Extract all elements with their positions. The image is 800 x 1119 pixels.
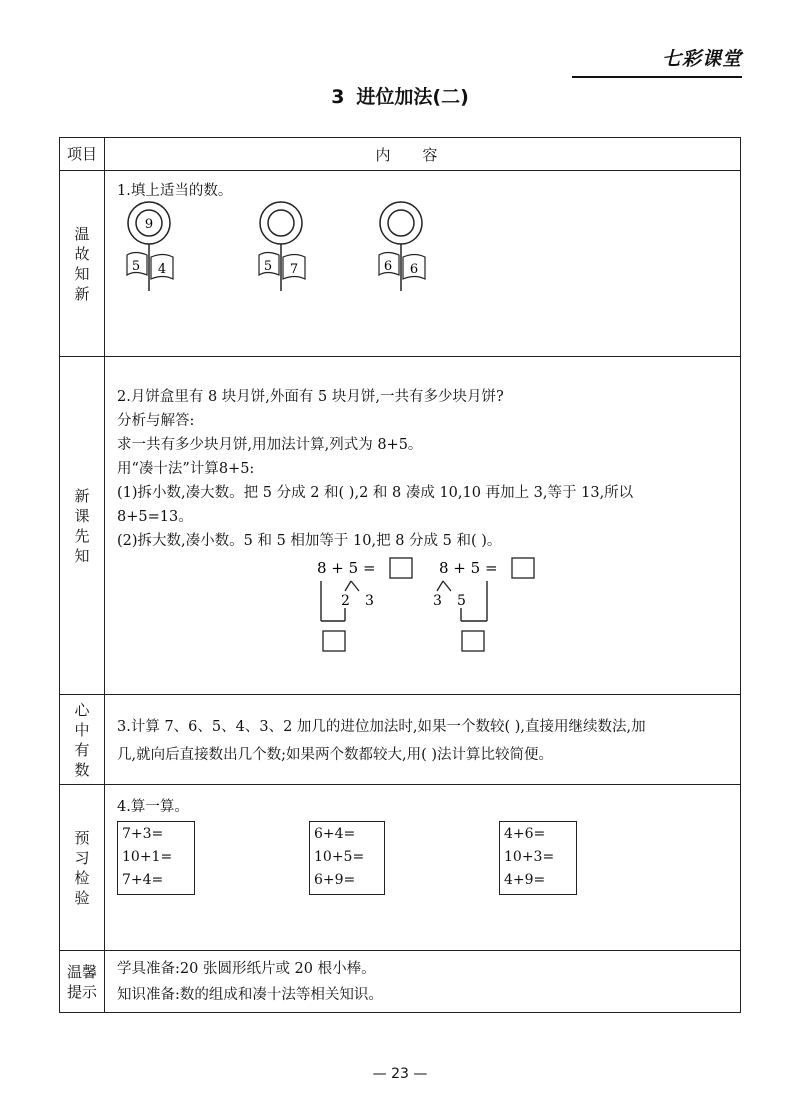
- pin-right-number: 4: [157, 262, 167, 277]
- calc-group-2: [309, 821, 385, 895]
- analysis-line-3: (1)拆小数,凑大数。把 5 分成 2 和( ),2 和 8 凑成 10,10 再加上 3,等于 13,所以: [117, 485, 634, 501]
- pin-top-number: 9: [144, 217, 154, 232]
- section-key-points: [105, 695, 741, 785]
- pin-ring: [260, 202, 302, 244]
- calc-item: 10+3=: [504, 849, 555, 865]
- section2-label-text: 新课先知: [74, 486, 90, 565]
- split-line-left: [437, 581, 443, 591]
- pin-diagram-1: [127, 202, 173, 291]
- brand-logo: 七彩课堂: [661, 48, 742, 70]
- tip-line-2: 知识准备:数的组成和凑十法等相关知识。: [117, 987, 383, 1003]
- calc-item: 6+4=: [314, 826, 356, 842]
- section3-label-text: 心中有数: [74, 700, 90, 779]
- analysis-line-4: 8+5=13。: [117, 509, 193, 525]
- page-title: [0, 82, 800, 109]
- answer-box[interactable]: [462, 631, 484, 651]
- analysis-line-1: 求一共有多少块月饼,用加法计算,列式为 8+5。: [117, 437, 423, 453]
- worksheet-table: [59, 137, 741, 1013]
- lesson-title: 进位加法(二): [356, 86, 469, 108]
- calc-group-3: [499, 821, 577, 895]
- make-ten-diagram-2: [433, 558, 534, 651]
- split-number-b: 5: [457, 593, 466, 609]
- page-footer: — 23 —: [372, 1066, 428, 1082]
- header-content-text: 内容: [375, 145, 470, 164]
- analysis-heading: 分析与解答:: [117, 413, 195, 429]
- answer-box[interactable]: [390, 558, 412, 578]
- question-2: 2.月饼盒里有 8 块月饼,外面有 5 块月饼,一共有多少块月饼?: [117, 389, 504, 405]
- section-tips: [105, 951, 741, 1013]
- make-ten-diagrams: [305, 553, 765, 663]
- calc-item: 10+5=: [314, 849, 365, 865]
- question-1: 1.填上适当的数。: [117, 183, 233, 199]
- make-ten-diagram-1: [317, 558, 412, 651]
- split-line-left: [345, 581, 351, 591]
- pin-right-number: 7: [289, 262, 299, 277]
- calc-item: 4+9=: [504, 872, 546, 888]
- section-label-key-points: [60, 695, 105, 785]
- calc-item: 7+4=: [122, 872, 164, 888]
- section-review: [105, 171, 741, 357]
- pin-diagrams: [105, 199, 665, 309]
- analysis-line-5: (2)拆大数,凑小数。5 和 5 相加等于 10,把 8 分成 5 和( )。: [117, 533, 502, 549]
- calc-item: 10+1=: [122, 849, 173, 865]
- calc-item: 7+3=: [122, 826, 164, 842]
- pin-left-number: 5: [263, 259, 273, 274]
- diagram-expression: 8 + 5 =: [439, 559, 498, 577]
- calc-item: 6+9=: [314, 872, 356, 888]
- split-number-a: 2: [341, 593, 350, 609]
- pin-inner-circle: [268, 210, 294, 236]
- pin-right-number: 6: [409, 262, 419, 277]
- page-number: 23: [391, 1066, 409, 1082]
- section1-label-text: 温故知新: [74, 224, 90, 303]
- split-number-a: 3: [433, 593, 442, 609]
- pin-diagram-2: [259, 202, 305, 291]
- pin-inner-circle: [388, 210, 414, 236]
- answer-box[interactable]: [323, 631, 345, 651]
- section-label-preview: [60, 357, 105, 695]
- diagram-expression: 8 + 5 =: [317, 559, 376, 577]
- header-item: [60, 138, 105, 171]
- pin-left-number: 6: [383, 259, 393, 274]
- section5-label-text: 温馨提示: [66, 962, 97, 1001]
- pin-diagram-3: [379, 202, 425, 291]
- lesson-number: 3: [331, 86, 345, 108]
- question-3-line-2: 几,就向后直接数出几个数;如果两个数都较大,用( )法计算比较简便。: [117, 747, 554, 763]
- question-4: 4.算一算。: [117, 799, 189, 815]
- section-label-review: [60, 171, 105, 357]
- section-practice: [105, 785, 741, 951]
- section-label-practice: [60, 785, 105, 951]
- pin-left-number: 5: [131, 259, 141, 274]
- calc-group-1: [117, 821, 195, 895]
- section4-label-text: 预习检验: [74, 828, 90, 907]
- brand-underline: [572, 76, 742, 78]
- answer-box[interactable]: [512, 558, 534, 578]
- tip-line-1: 学具准备:20 张圆形纸片或 20 根小棒。: [117, 961, 376, 977]
- question-3-line-1: 3.计算 7、6、5、4、3、2 加几的进位加法时,如果一个数较( ),直接用继续数法,加: [117, 719, 646, 735]
- calc-item: 4+6=: [504, 826, 546, 842]
- section-label-tips: [60, 951, 105, 1013]
- header-content: [105, 138, 741, 171]
- section-preview: [105, 357, 741, 695]
- split-line-right: [443, 581, 451, 591]
- analysis-line-2: 用“凑十法”计算8+5:: [117, 461, 255, 477]
- split-line-right: [351, 581, 359, 591]
- pin-ring: [380, 202, 422, 244]
- header-item-text: 项目: [66, 145, 97, 163]
- split-number-b: 3: [365, 593, 374, 609]
